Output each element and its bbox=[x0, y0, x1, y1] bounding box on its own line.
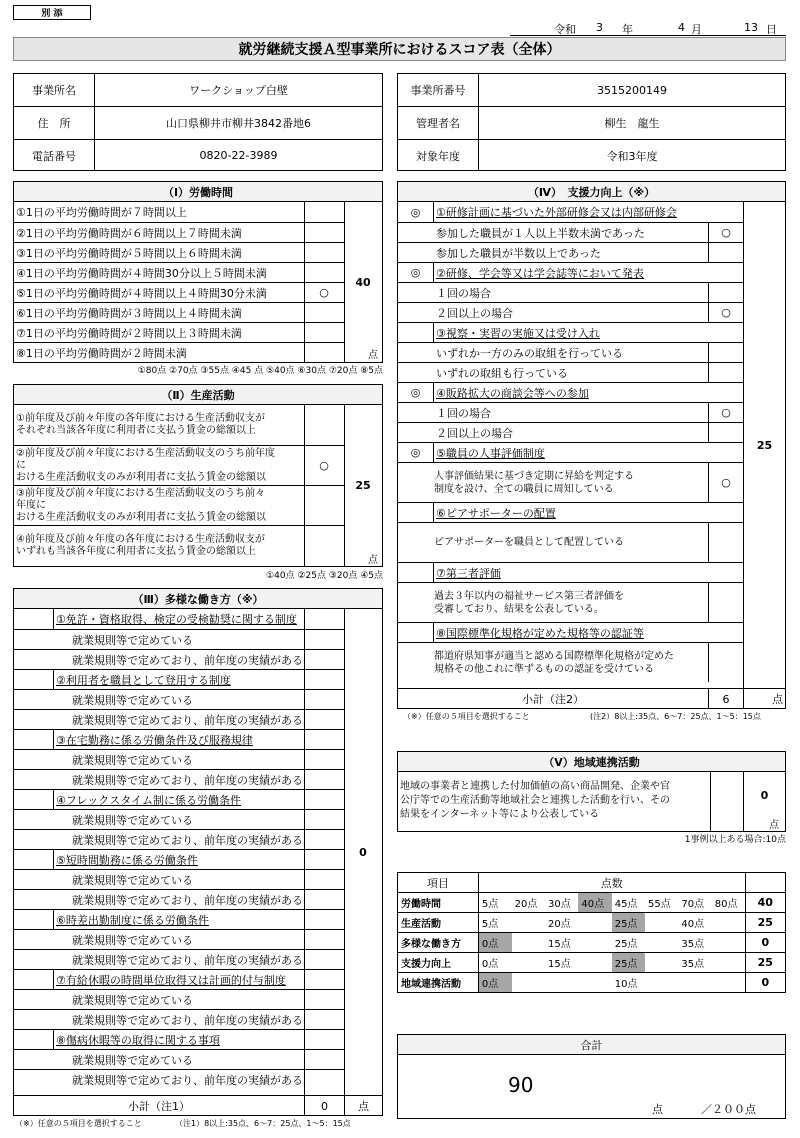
diverse-work-sub-option: 就業規則等で定めており、前年度の実績がある bbox=[14, 769, 304, 789]
work-hours-option: ①1日の平均労働時間が７時間以上 bbox=[16, 206, 187, 219]
summary-row bbox=[398, 933, 786, 953]
support-criterion-check[interactable] bbox=[708, 522, 743, 562]
diverse-work-check[interactable] bbox=[304, 869, 344, 889]
production-score: 25 bbox=[355, 479, 371, 492]
summary-points-header: 点数 bbox=[478, 873, 745, 893]
diverse-work-check[interactable] bbox=[304, 729, 344, 749]
community-score: 0 bbox=[760, 788, 769, 802]
summary-row-name: 生産活動 bbox=[398, 913, 479, 933]
summary-score-cell: 40点 bbox=[678, 913, 711, 933]
production-option: ②前年度及び前々年度における生産活動収支のうち前年度 に おける生産活動収支のみが利用者に支払う賃金の総額以 bbox=[14, 445, 304, 485]
diverse-work-check[interactable] bbox=[304, 669, 344, 689]
diverse-work-item: ⑦有給休暇の時間単位取得又は計画的付与制度 bbox=[54, 969, 304, 989]
section-support-capability bbox=[397, 181, 786, 709]
date-month-unit: 月 bbox=[691, 23, 702, 36]
diverse-work-check[interactable] bbox=[304, 949, 344, 969]
support-criterion: 人事評価結果に基づき定期に昇給を判定する 制度を設け、全ての職員に周知している bbox=[398, 462, 708, 502]
support-item-header: ③視察・実習の実施又は受け入れ bbox=[434, 322, 743, 342]
summary-score-cell bbox=[645, 933, 678, 953]
work-hours-option: ⑦1日の平均労働時間が２時間以上３時間未満 bbox=[14, 322, 304, 342]
support-item-header: ⑥ピアサポーターの配置 bbox=[434, 502, 743, 522]
support-sub-option: いずれの取組も行っている bbox=[398, 362, 708, 382]
support-sub-check[interactable]: ○ bbox=[708, 402, 743, 422]
support-capability-score: 25 bbox=[756, 438, 773, 452]
summary-score-cell: 10点 bbox=[612, 973, 645, 993]
support-capability-title: （Ⅳ） 支援力向上（※） bbox=[398, 182, 785, 202]
diverse-work-sub-option: 就業規則等で定めており、前年度の実績がある bbox=[14, 889, 304, 909]
diverse-work-sub-option: 就業規則等で定めており、前年度の実績がある bbox=[14, 1009, 304, 1029]
diverse-work-check[interactable] bbox=[304, 889, 344, 909]
summary-row-name: 多様な働き方 bbox=[398, 933, 479, 953]
summary-row-total: 40 bbox=[745, 893, 785, 913]
diverse-work-score: 0 bbox=[359, 845, 367, 859]
community-description: 地域の事業者と連携した付加価値の高い商品開発、企業や官 公庁等での生産活動等地域社会と連携した活動を行い、その 結果をインターネット等により公表している bbox=[400, 781, 670, 820]
support-sub-check[interactable]: ○ bbox=[708, 302, 743, 322]
diverse-work-item: ①免許・資格取得、検定の受検勧奨に関する制度 bbox=[56, 613, 297, 626]
diverse-work-item: ⑧傷病休暇等の取得に関する事項 bbox=[54, 1029, 304, 1049]
support-criterion: 都道府県知事が適当と認める国際標準化規格が定めた 規格その他これに準ずるものの認証を受けている bbox=[398, 642, 708, 682]
diverse-work-sub-option: 就業規則等で定めている bbox=[14, 929, 304, 949]
work-hours-title: （Ⅰ）労働時間 bbox=[14, 182, 382, 202]
summary-score-cell bbox=[578, 953, 611, 973]
diverse-work-unit: 点 bbox=[344, 1096, 382, 1116]
work-hours-check[interactable] bbox=[304, 222, 344, 242]
work-hours-check[interactable] bbox=[304, 262, 344, 282]
diverse-work-check[interactable] bbox=[304, 929, 344, 949]
support-sub-option: 参加した職員が１人以上半数未満であった bbox=[398, 222, 708, 242]
summary-row-name: 地域連携活動 bbox=[398, 973, 479, 993]
diverse-work-sub-option: 就業規則等で定めており、前年度の実績がある bbox=[14, 709, 304, 729]
diverse-work-select-box[interactable] bbox=[14, 609, 54, 629]
diverse-work-select-box[interactable] bbox=[14, 969, 54, 989]
diverse-work-check[interactable] bbox=[304, 809, 344, 829]
production-option: ④前年度及び前々年度の各年度における生産活動収支が いずれも当該各年度に利用者に支払う賃金の総額以上 bbox=[14, 525, 304, 566]
diverse-work-item: ②利用者を職員として登用する制度 bbox=[54, 669, 304, 689]
manager-value: 柳生 龍生 bbox=[478, 106, 785, 139]
support-criterion-check[interactable]: ○ bbox=[708, 462, 743, 502]
summary-score-cell: 25点 bbox=[612, 933, 645, 953]
work-hours-option: ②1日の平均労働時間が６時間以上７時間未満 bbox=[14, 222, 304, 242]
support-item-header: ⑦第三者評価 bbox=[434, 562, 743, 582]
diverse-work-item: ③在宅勤務に係る労働条件及び服務規律 bbox=[54, 729, 304, 749]
production-option: ①前年度及び前々年度の各年度における生産活動収支が それぞれ当該各年度に利用者に支払う賃金の総額以上 bbox=[16, 413, 265, 436]
target-year-value: 令和3年度 bbox=[478, 139, 785, 171]
support-item-header: ⑧国際標準化規格が定めた規格等の認証等 bbox=[434, 622, 743, 642]
diverse-work-sub-option: 就業規則等で定めており、前年度の実績がある bbox=[14, 1069, 304, 1089]
summary-score-cell bbox=[545, 973, 578, 993]
office-name-label: 事業所名 bbox=[32, 84, 76, 97]
production-unit: 点 bbox=[368, 555, 378, 566]
diverse-work-sub-option: 就業規則等で定めている bbox=[14, 869, 304, 889]
support-subtotal: 6 bbox=[708, 689, 743, 709]
support-item-header: ④販路拡大の商談会等への参加 bbox=[434, 382, 743, 402]
summary-score-cell: 15点 bbox=[545, 953, 578, 973]
production-check[interactable]: ○ bbox=[304, 445, 344, 485]
total-label: 合計 bbox=[398, 1035, 785, 1055]
production-check[interactable] bbox=[304, 405, 344, 445]
diverse-work-check[interactable] bbox=[304, 909, 344, 929]
diverse-work-sub-option: 就業規則等で定めている bbox=[14, 629, 304, 649]
work-hours-check[interactable]: ○ bbox=[304, 282, 344, 302]
date-day-unit: 日 bbox=[766, 23, 777, 36]
summary-score-cell bbox=[578, 933, 611, 953]
work-hours-option: ③1日の平均労働時間が５時間以上６時間未満 bbox=[14, 242, 304, 262]
diverse-work-check[interactable] bbox=[304, 769, 344, 789]
support-sub-check[interactable]: ○ bbox=[708, 222, 743, 242]
work-hours-check[interactable] bbox=[304, 322, 344, 342]
support-item-mark[interactable] bbox=[398, 502, 434, 522]
summary-score-cell: 35点 bbox=[678, 933, 711, 953]
diverse-work-subtotal-label: 小計（注1） bbox=[128, 1100, 190, 1113]
support-criterion: ピアサポーターを職員として配置している bbox=[398, 522, 708, 562]
diverse-work-check[interactable] bbox=[304, 789, 344, 809]
section-production bbox=[13, 384, 383, 567]
work-hours-option: ④1日の平均労働時間が４時間30分以上５時間未満 bbox=[14, 262, 304, 282]
support-sub-check[interactable] bbox=[708, 282, 743, 302]
diverse-work-sub-option: 就業規則等で定めており、前年度の実績がある bbox=[14, 829, 304, 849]
production-check[interactable] bbox=[304, 485, 344, 525]
diverse-work-subtotal: 0 bbox=[304, 1096, 344, 1116]
phone-label: 電話番号 bbox=[14, 139, 94, 171]
diverse-work-check[interactable] bbox=[304, 1009, 344, 1029]
production-title: （Ⅱ）生産活動 bbox=[14, 385, 382, 405]
summary-score-cell: 35点 bbox=[678, 953, 711, 973]
summary-score-cell bbox=[712, 973, 745, 993]
summary-score-cell bbox=[678, 973, 711, 993]
summary-row-total: 25 bbox=[745, 913, 785, 933]
summary-score-cell: 20点 bbox=[545, 913, 578, 933]
production-option: ③前年度及び前々年度における生産活動収支のうち前々 年度に おける生産活動収支のみが利用者に支払う賃金の総額以 bbox=[14, 485, 304, 525]
support-subtotal-label: 小計（注2） bbox=[522, 693, 584, 706]
support-item-header: ①研修計画に基づいた外部研修会又は内部研修会 bbox=[436, 206, 677, 219]
support-item-mark[interactable]: ◎ bbox=[398, 202, 434, 222]
summary-row bbox=[398, 913, 786, 933]
total-max: ／２００点 bbox=[701, 1103, 756, 1116]
diverse-work-select-box[interactable] bbox=[14, 1029, 54, 1049]
summary-score-cell: 0点 bbox=[478, 973, 511, 993]
diverse-work-select-box[interactable] bbox=[14, 909, 54, 929]
summary-score-cell bbox=[712, 913, 745, 933]
summary-score-cell: 40点 bbox=[578, 893, 611, 913]
diverse-work-check[interactable] bbox=[304, 829, 344, 849]
diverse-work-select-box[interactable] bbox=[14, 669, 54, 689]
support-item-mark[interactable]: ◎ bbox=[398, 262, 434, 282]
support-item-header: ⑤職員の人事評価制度 bbox=[434, 442, 743, 462]
support-criterion-check[interactable] bbox=[708, 582, 743, 622]
support-item-mark[interactable] bbox=[398, 622, 434, 642]
summary-row-total: 0 bbox=[745, 933, 785, 953]
diverse-work-sub-option: 就業規則等で定めている bbox=[14, 689, 304, 709]
diverse-work-sub-option: 就業規則等で定めている bbox=[14, 1049, 304, 1069]
work-hours-unit: 点 bbox=[368, 350, 378, 361]
support-sub-option: ２回以上の場合 bbox=[398, 422, 708, 442]
section-diverse-work bbox=[13, 588, 383, 1116]
diverse-work-sub-option: 就業規則等で定めている bbox=[14, 989, 304, 1009]
diverse-work-sub-option: 就業規則等で定めており、前年度の実績がある bbox=[14, 649, 304, 669]
diverse-work-check[interactable] bbox=[304, 1029, 344, 1049]
summary-score-cell bbox=[578, 913, 611, 933]
date-year: 3 bbox=[596, 21, 603, 34]
diverse-work-item: ⑤短時間勤務に係る労働条件 bbox=[54, 849, 304, 869]
work-hours-option: ⑤1日の平均労働時間が４時間以上４時間30分未満 bbox=[14, 282, 304, 302]
office-name-value: ワークショップ白壁 bbox=[94, 74, 382, 106]
section-work-hours bbox=[13, 181, 383, 363]
diverse-work-sub-option: 就業規則等で定めている bbox=[14, 749, 304, 769]
summary-score-cell bbox=[512, 933, 545, 953]
community-title: （Ⅴ）地域連携活動 bbox=[398, 752, 785, 772]
diverse-work-check[interactable] bbox=[304, 1069, 344, 1089]
page-title: 就労継続支援Ａ型事業所におけるスコア表（全体） bbox=[13, 37, 786, 61]
diverse-work-check[interactable] bbox=[304, 749, 344, 769]
office-number-value: 3515200149 bbox=[478, 74, 785, 106]
community-footnote: 1事例以上ある場合:10点 bbox=[684, 834, 786, 844]
section-community bbox=[397, 751, 786, 832]
diverse-work-check[interactable] bbox=[304, 1049, 344, 1069]
summary-score-cell: 30点 bbox=[545, 893, 578, 913]
support-scoring-note: (注2）8以上:35点、6～7：25点、1～5：15点 bbox=[590, 711, 761, 721]
date-day: 13 bbox=[744, 21, 758, 34]
summary-score-cell bbox=[645, 913, 678, 933]
work-hours-check[interactable] bbox=[304, 242, 344, 262]
attachment-label: 別 添 bbox=[13, 5, 91, 20]
office-detail-table bbox=[397, 73, 786, 171]
summary-score-cell: 45点 bbox=[612, 893, 645, 913]
support-item-mark[interactable]: ◎ bbox=[398, 442, 434, 462]
target-year-label: 対象年度 bbox=[398, 139, 478, 171]
diverse-work-scoring-note: （注1）8以上:35点、6～7：25点、1～5：15点 bbox=[175, 1118, 351, 1128]
date-year-unit: 年 bbox=[622, 23, 633, 36]
summary-row-total: 0 bbox=[745, 973, 785, 993]
diverse-work-note: （※）任意の５項目を選択すること bbox=[15, 1118, 142, 1128]
score-summary-table bbox=[397, 872, 786, 993]
support-sub-check[interactable] bbox=[708, 342, 743, 362]
summary-row bbox=[398, 973, 786, 993]
address-label: 住 所 bbox=[14, 106, 94, 139]
work-hours-check[interactable] bbox=[304, 302, 344, 322]
manager-label: 管理者名 bbox=[398, 106, 478, 139]
work-hours-score: 40 bbox=[355, 275, 371, 289]
support-item-mark[interactable]: ◎ bbox=[398, 382, 434, 402]
address-value: 山口県柳井市柳井3842番地6 bbox=[94, 106, 382, 139]
work-hours-check[interactable] bbox=[304, 342, 344, 362]
diverse-work-select-box[interactable] bbox=[14, 849, 54, 869]
support-sub-option: １回の場合 bbox=[398, 282, 708, 302]
work-hours-option: ⑧1日の平均労働時間が２時間未満 bbox=[14, 342, 304, 362]
summary-score-cell: 25点 bbox=[612, 953, 645, 973]
support-sub-option: いずれか一方のみの取組を行っている bbox=[398, 342, 708, 362]
diverse-work-check[interactable] bbox=[304, 989, 344, 1009]
summary-score-cell bbox=[512, 913, 545, 933]
work-hours-check[interactable] bbox=[304, 202, 344, 222]
summary-score-cell: 55点 bbox=[645, 893, 678, 913]
support-note: （※）任意の５項目を選択すること bbox=[403, 711, 530, 721]
summary-row-name: 労働時間 bbox=[398, 893, 479, 913]
diverse-work-select-box[interactable] bbox=[14, 729, 54, 749]
summary-score-cell bbox=[512, 953, 545, 973]
diverse-work-item: ④フレックスタイム制に係る労働条件 bbox=[54, 789, 304, 809]
summary-score-cell bbox=[645, 973, 678, 993]
date-month: 4 bbox=[678, 21, 685, 34]
summary-score-cell: 70点 bbox=[678, 893, 711, 913]
summary-score-cell: 5点 bbox=[478, 913, 511, 933]
diverse-work-check[interactable] bbox=[304, 649, 344, 669]
support-sub-option: ２回以上の場合 bbox=[398, 302, 708, 322]
summary-row-name: 支援力向上 bbox=[398, 953, 479, 973]
diverse-work-check[interactable] bbox=[304, 969, 344, 989]
production-footnote: ①40点 ②25点 ③20点 ④5点 bbox=[266, 570, 383, 580]
summary-score-cell bbox=[578, 973, 611, 993]
support-sub-option: 参加した職員が半数以上であった bbox=[398, 242, 708, 262]
community-unit: 点 bbox=[769, 820, 779, 831]
support-sub-option: １回の場合 bbox=[398, 402, 708, 422]
production-check[interactable] bbox=[304, 525, 344, 566]
diverse-work-check[interactable] bbox=[304, 609, 344, 629]
summary-score-cell bbox=[712, 953, 745, 973]
diverse-work-check[interactable] bbox=[304, 709, 344, 729]
diverse-work-check[interactable] bbox=[304, 689, 344, 709]
support-item-mark[interactable] bbox=[398, 322, 434, 342]
date-era: 令和 bbox=[554, 23, 576, 36]
summary-row bbox=[398, 893, 786, 913]
summary-score-cell: 80点 bbox=[712, 893, 745, 913]
summary-score-cell: 15点 bbox=[545, 933, 578, 953]
date-line bbox=[510, 20, 786, 36]
summary-score-cell: 0点 bbox=[478, 953, 511, 973]
support-criterion: 過去３年以内の福祉サービス第三者評価を 受審しており、結果を公表している。 bbox=[398, 582, 708, 622]
summary-score-cell: 0点 bbox=[478, 933, 511, 953]
diverse-work-select-box[interactable] bbox=[14, 789, 54, 809]
summary-score-cell: 20点 bbox=[512, 893, 545, 913]
total-unit: 点 bbox=[652, 1103, 663, 1116]
support-item-header: ②研修、学会等又は学会誌等において発表 bbox=[434, 262, 743, 282]
support-item-mark[interactable] bbox=[398, 562, 434, 582]
summary-score-cell: 25点 bbox=[612, 913, 645, 933]
support-unit: 点 bbox=[772, 693, 783, 706]
office-number-label: 事業所番号 bbox=[410, 84, 466, 97]
total-box bbox=[397, 1034, 786, 1119]
summary-score-cell bbox=[712, 933, 745, 953]
summary-score-cell bbox=[512, 973, 545, 993]
diverse-work-title: （Ⅲ）多様な働き方（※） bbox=[14, 589, 382, 609]
summary-score-cell bbox=[645, 953, 678, 973]
diverse-work-check[interactable] bbox=[304, 629, 344, 649]
support-sub-check[interactable] bbox=[708, 242, 743, 262]
diverse-work-sub-option: 就業規則等で定めており、前年度の実績がある bbox=[14, 949, 304, 969]
total-value: 90 bbox=[508, 1073, 534, 1097]
diverse-work-check[interactable] bbox=[304, 849, 344, 869]
support-criterion-check[interactable] bbox=[708, 642, 743, 682]
support-sub-check[interactable] bbox=[708, 362, 743, 382]
work-hours-option: ⑥1日の平均労働時間が３時間以上４時間未満 bbox=[14, 302, 304, 322]
diverse-work-sub-option: 就業規則等で定めている bbox=[14, 809, 304, 829]
support-sub-check[interactable] bbox=[708, 422, 743, 442]
work-hours-footnote: ①80点 ②70点 ③55点 ④45 点 ⑤40点 ⑥30点 ⑦20点 ⑧5点 bbox=[137, 365, 383, 375]
summary-row bbox=[398, 953, 786, 973]
summary-item-header: 項目 bbox=[398, 873, 479, 893]
diverse-work-item: ⑥時差出勤制度に係る労働条件 bbox=[54, 909, 304, 929]
summary-row-total: 25 bbox=[745, 953, 785, 973]
phone-value: 0820-22-3989 bbox=[94, 139, 382, 171]
summary-score-cell: 5点 bbox=[478, 893, 511, 913]
office-info-table bbox=[13, 73, 383, 171]
